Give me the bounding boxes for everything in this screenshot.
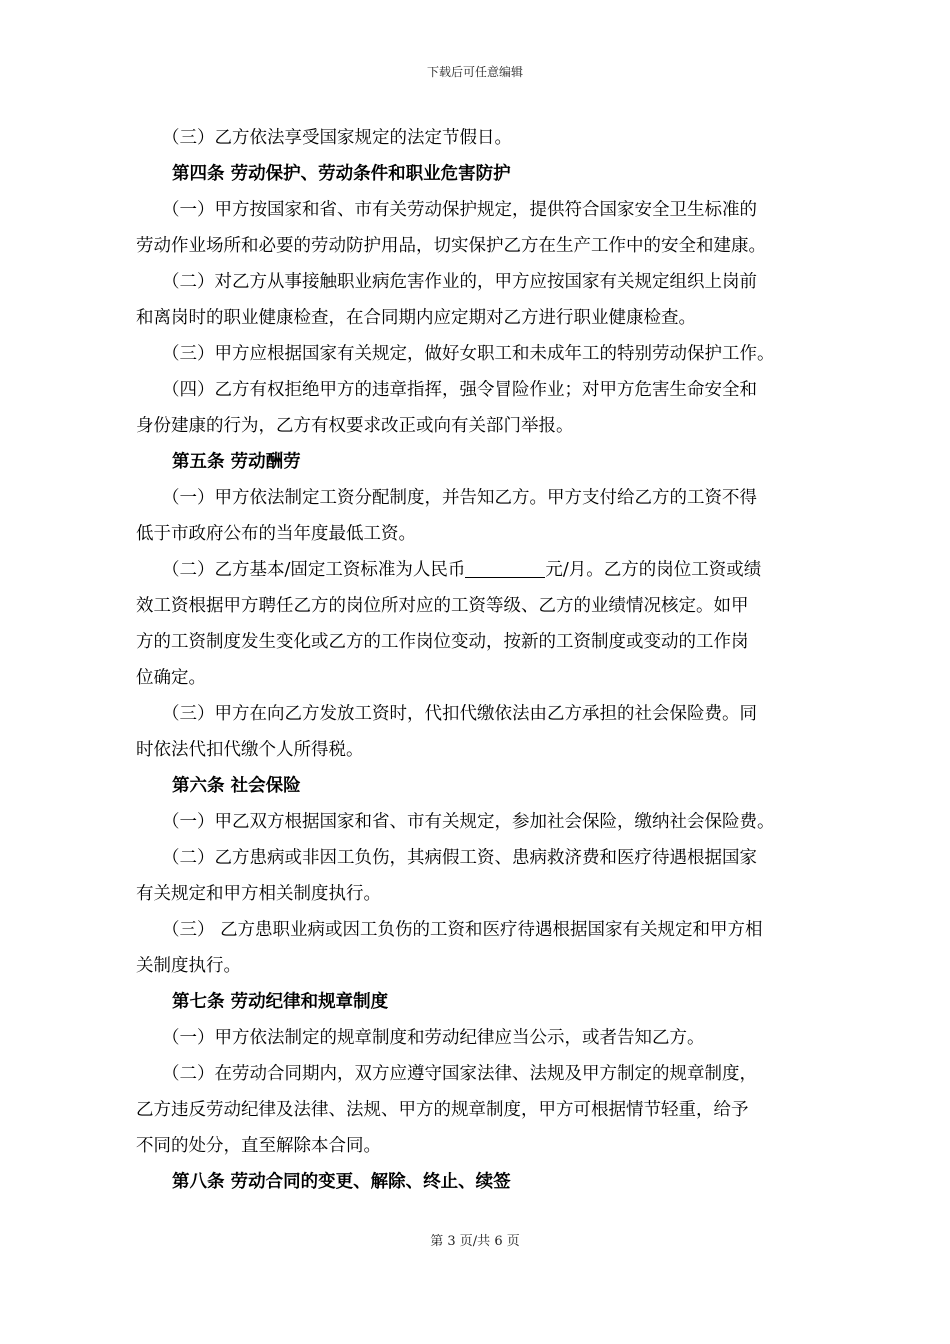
paragraph-line: （三）甲方在向乙方发放工资时，代扣代缴依法由乙方承担的社会保险费。同 xyxy=(162,704,757,724)
paragraph-line: （三） 乙方患职业病或因工负伤的工资和医疗待遇根据国家有关规定和甲方相 xyxy=(162,920,763,940)
paragraph-line: （四）乙方有权拒绝甲方的违章指挥，强令冒险作业；对甲方危害生命安全和 xyxy=(162,380,757,400)
paragraph-line: （二）乙方患病或非因工负伤，其病假工资、患病救济费和医疗待遇根据国家 xyxy=(162,848,757,868)
page-header: 下载后可任意编辑 xyxy=(426,65,523,79)
paragraph-line: 乙方违反劳动纪律及法律、法规、甲方的规章制度，甲方可根据情节轻重，给予 xyxy=(136,1100,749,1120)
paragraph-line: 效工资根据甲方聘任乙方的岗位所对应的工资等级、乙方的业绩情况核定。如甲 xyxy=(136,596,749,616)
paragraph-line: （三）乙方依法享受国家规定的法定节假日。 xyxy=(162,128,512,148)
section-heading: 第七条 劳动纪律和规章制度 xyxy=(172,992,389,1012)
paragraph-line: （一）甲方依法制定工资分配制度，并告知乙方。甲方支付给乙方的工资不得 xyxy=(162,488,757,508)
page-footer: 第 3 页/共 6 页 xyxy=(430,1234,520,1249)
paragraph-line: 低于市政府公布的当年度最低工资。 xyxy=(136,524,416,544)
paragraph-line: （三）甲方应根据国家有关规定，做好女职工和未成年工的特别劳动保护工作。 xyxy=(162,344,775,364)
paragraph-line: 劳动作业场所和必要的劳动防护用品，切实保护乙方在生产工作中的安全和建康。 xyxy=(136,236,766,256)
paragraph-line: 有关规定和甲方相关制度执行。 xyxy=(136,884,381,904)
salary-text-after: 元/月。乙方的岗位工资或绩 xyxy=(545,560,762,580)
section-heading: 第四条 劳动保护、劳动条件和职业危害防护 xyxy=(172,164,511,184)
paragraph-line: 方的工资制度发生变化或乙方的工作岗位变动，按新的工资制度或变动的工作岗 xyxy=(136,632,749,652)
document-body xyxy=(136,120,816,1200)
paragraph-line: 身份建康的行为，乙方有权要求改正或向有关部门举报。 xyxy=(136,416,574,436)
paragraph-line: 位确定。 xyxy=(136,668,206,688)
paragraph-line: （一）甲乙双方根据国家和省、市有关规定，参加社会保险，缴纳社会保险费。 xyxy=(162,812,775,832)
paragraph-line: （二）在劳动合同期内，双方应遵守国家法律、法规及甲方制定的规章制度， xyxy=(162,1064,757,1084)
paragraph-line: 和离岗时的职业健康检查，在合同期内应定期对乙方进行职业健康检查。 xyxy=(136,308,696,328)
paragraph-line: 关制度执行。 xyxy=(136,956,241,976)
paragraph-line: 时依法代扣代缴个人所得税。 xyxy=(136,740,364,760)
section-heading: 第六条 社会保险 xyxy=(172,776,301,796)
paragraph-line: 不同的处分，直至解除本合同。 xyxy=(136,1136,381,1156)
salary-text-before: （二）乙方基本/固定工资标准为人民币 xyxy=(162,560,466,580)
section-heading: 第五条 劳动酬劳 xyxy=(172,452,301,472)
paragraph-line: （一）甲方依法制定的规章制度和劳动纪律应当公示，或者告知乙方。 xyxy=(162,1028,705,1048)
paragraph-line: （二）对乙方从事接触职业病危害作业的，甲方应按国家有关规定组织上岗前 xyxy=(162,272,757,292)
salary-blank-field xyxy=(465,559,545,578)
paragraph-line: （一）甲方按国家和省、市有关劳动保护规定，提供符合国家安全卫生标准的 xyxy=(162,200,757,220)
paragraph-line-with-blank xyxy=(136,552,816,588)
section-heading: 第八条 劳动合同的变更、解除、终止、续签 xyxy=(172,1172,511,1192)
